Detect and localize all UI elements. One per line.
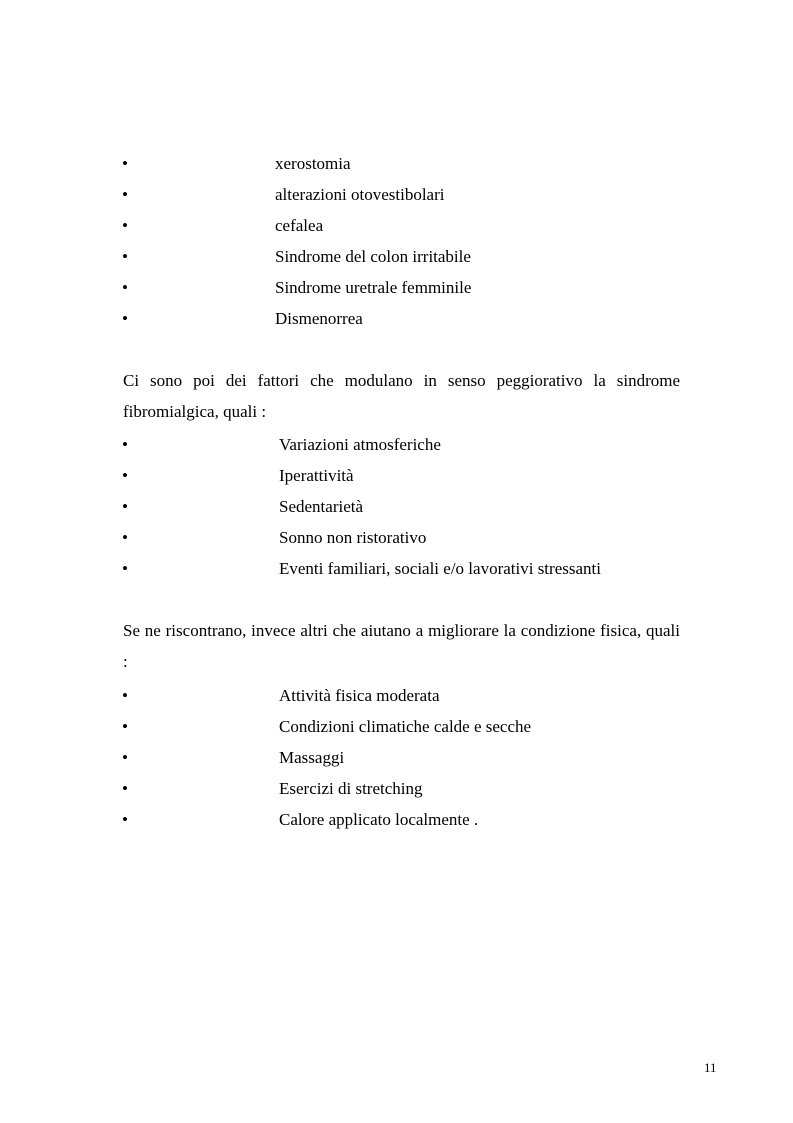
list-item-text: Condizioni climatiche calde e secche (279, 717, 532, 736)
bullet-icon: • (122, 466, 128, 485)
list-item (0, 779, 793, 810)
list-item (0, 717, 793, 748)
page-number: 11 (704, 1060, 717, 1075)
bullet-icon: • (122, 686, 128, 705)
list-item (0, 435, 793, 466)
bullet-icon: • (122, 497, 128, 516)
list-item-text: Calore applicato localmente . (279, 810, 479, 829)
list-item (0, 686, 793, 717)
list-item (0, 247, 793, 278)
bullet-icon: • (122, 309, 128, 328)
list-item-text: Attività fisica moderata (279, 686, 440, 705)
list-item (0, 748, 793, 779)
bullet-icon: • (122, 247, 128, 266)
list-item-text: cefalea (275, 216, 324, 235)
bullet-icon: • (122, 185, 128, 204)
bullet-icon: • (122, 154, 128, 173)
list-item-text: Sonno non ristorativo (279, 528, 427, 547)
list-item (0, 216, 793, 247)
list-item (0, 466, 793, 497)
list-item-text: Variazioni atmosferiche (279, 435, 441, 454)
list-item-text: Eventi familiari, sociali e/o lavorativi stressanti (279, 559, 601, 578)
paragraph-aggravating-factors: Ci sono poi dei fattori che modulano in senso peggiorativo la sindrome fibromialgica, quali : (123, 371, 680, 421)
list-item-text: xerostomia (275, 154, 351, 173)
list-item (0, 497, 793, 528)
list-item-text: Sindrome del colon irritabile (275, 247, 471, 266)
improving-factors-list (0, 686, 793, 841)
list-item (0, 528, 793, 559)
list-item-text: Esercizi di stretching (279, 779, 423, 798)
aggravating-factors-list (0, 435, 793, 590)
bullet-icon: • (122, 810, 128, 829)
list-item (0, 309, 793, 340)
bullet-icon: • (122, 528, 128, 547)
list-item (0, 559, 793, 590)
bullet-icon: • (122, 779, 128, 798)
list-item-text: Iperattività (279, 466, 354, 485)
paragraph-improving-factors: Se ne riscontrano, invece altri che aiutano a migliorare la condizione fisica, quali : (123, 621, 680, 671)
list-item-text: alterazioni otovestibolari (275, 185, 445, 204)
list-item-text: Sedentarietà (279, 497, 364, 516)
bullet-icon: • (122, 559, 128, 578)
symptom-list (0, 154, 793, 340)
bullet-icon: • (122, 435, 128, 454)
list-item-text: Massaggi (279, 748, 345, 767)
bullet-icon: • (122, 216, 128, 235)
list-item (0, 185, 793, 216)
list-item-text: Sindrome uretrale femminile (275, 278, 472, 297)
bullet-icon: • (122, 748, 128, 767)
list-item (0, 278, 793, 309)
list-item (0, 154, 793, 185)
bullet-icon: • (122, 717, 128, 736)
list-item (0, 810, 793, 841)
list-item-text: Dismenorrea (275, 309, 363, 328)
bullet-icon: • (122, 278, 128, 297)
